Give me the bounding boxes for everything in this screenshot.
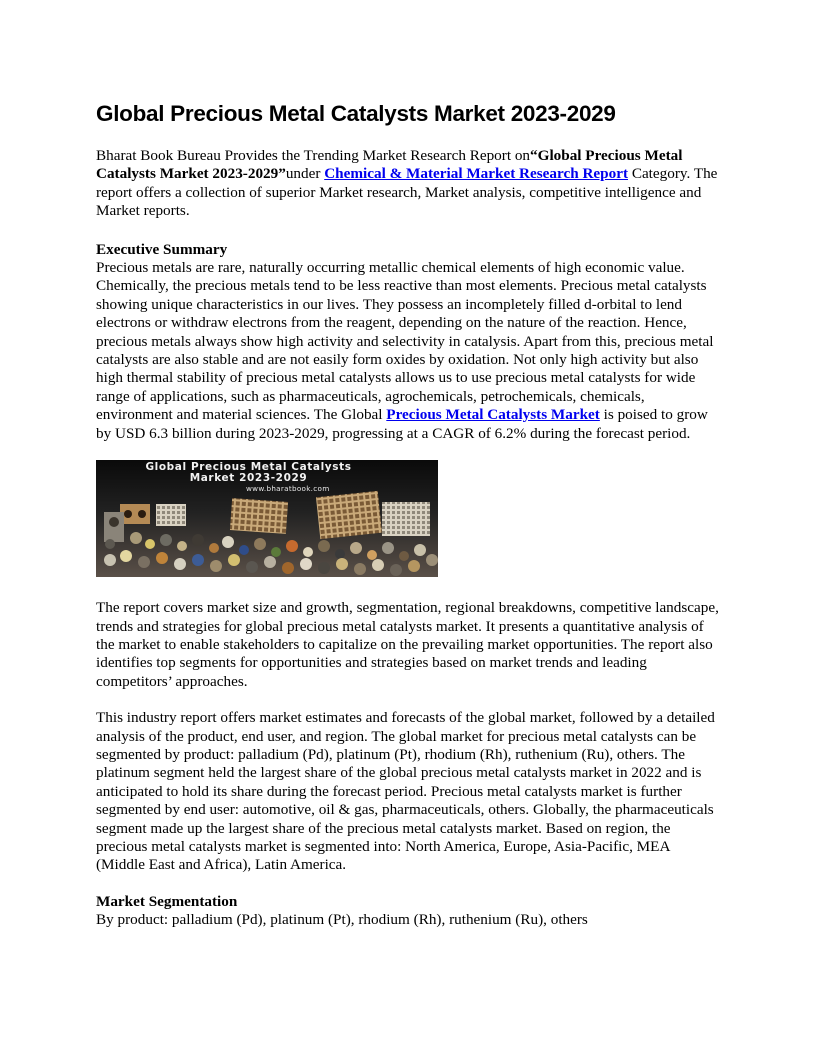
market-link[interactable]: Precious Metal Catalysts Market (386, 406, 600, 424)
document-page (96, 100, 720, 930)
market-segmentation-section (96, 893, 720, 930)
figure-url: www.bharatbook.com (246, 484, 330, 494)
executive-summary-text (96, 259, 720, 443)
report-name: “Global Precious Metal Catalysts Market 2023-2029” (96, 147, 683, 183)
summary-text-before-link: Precious metals are rare, naturally occurring metallic chemical elements of high economic value. Chemically, the precious metals tend to be less reactive than most elements. Precious metal catalysts showing unique characteristics in our lives. They possess an incompletely filled d-orbital to lend electrons or withdraw electrons from the reagent, depending on the nature of the reaction. Hence, precious metals always show high activity and selectivity in catalysis. Apart from this, precious metal catalysts are also stable and are not easily form oxides by oxidation. Not only high activity but also high thermal stability of precious metal catalysts allows us to use precious metal catalysts for wide range of applications, such as pharmaceuticals, agrochemicals, petrochemicals, chemicals, environment and material sciences. The Global (96, 259, 714, 424)
intro-under: under (285, 165, 325, 183)
intro-lead: Bharat Book Bureau Provides the Trending Market Research Report on (96, 147, 531, 164)
figure-title-line2: Market 2023-2029 (189, 472, 308, 485)
report-cover-image (96, 460, 438, 577)
executive-summary-heading: Executive Summary (96, 240, 228, 258)
paragraph-segmentation-detail: This industry report offers market estimates and forecasts of the global market, followed by a detailed analysis of the product, end user, and region. The global market for precious metal catalysts can be segmented by product: palladium (Pd), platinum (Pt), rhodium (Rh), ruthenium (Ru), others. The platinum segment held the largest share of the global precious metal catalysts market in 2022 and is anticipated to hold its share during the forecast period. Precious metal catalysts market is further segmented by end user: automotive, oil & gas, pharmaceuticals, others. Globally, the pharmaceuticals segment made up the largest share of the precious metal catalysts market. Based on region, the precious metal catalysts market is segmented into: North America, Europe, Asia-Pacific, MEA (Middle East and Africa), Latin America. (96, 709, 715, 874)
paragraph-market-overview: The report covers market size and growth, segmentation, regional breakdowns, competitive landscape, trends and strategies for global precious metal catalysts market. It presents a quantitative analysis of the market to enable stakeholders to capitalize on the prevailing market opportunities. The report also identifies top segments for opportunities and strategies based on market trends and leading competitors’ approaches. (96, 599, 719, 690)
segmentation-by-product: By product: palladium (Pd), platinum (Pt), rhodium (Rh), ruthenium (Ru), others (96, 911, 588, 929)
figure-title-line1: Global Precious Metal Catalysts (145, 461, 352, 474)
market-segmentation-heading: Market Segmentation (96, 892, 238, 910)
summary-text-after-link: is poised to grow by USD 6.3 billion during 2023-2029, progressing at a CAGR of 6.2% during the forecast period. (96, 406, 708, 442)
executive-summary-section (96, 241, 720, 443)
category-link[interactable]: Chemical & Material Market Research Report (324, 165, 629, 183)
intro-paragraph (96, 147, 720, 221)
intro-tail: Category. The report offers a collection of superior Market research, Market analysis, competitive intelligence and Market reports. (96, 165, 718, 220)
page-title: Global Precious Metal Catalysts Market 2023-2029 (96, 101, 616, 126)
